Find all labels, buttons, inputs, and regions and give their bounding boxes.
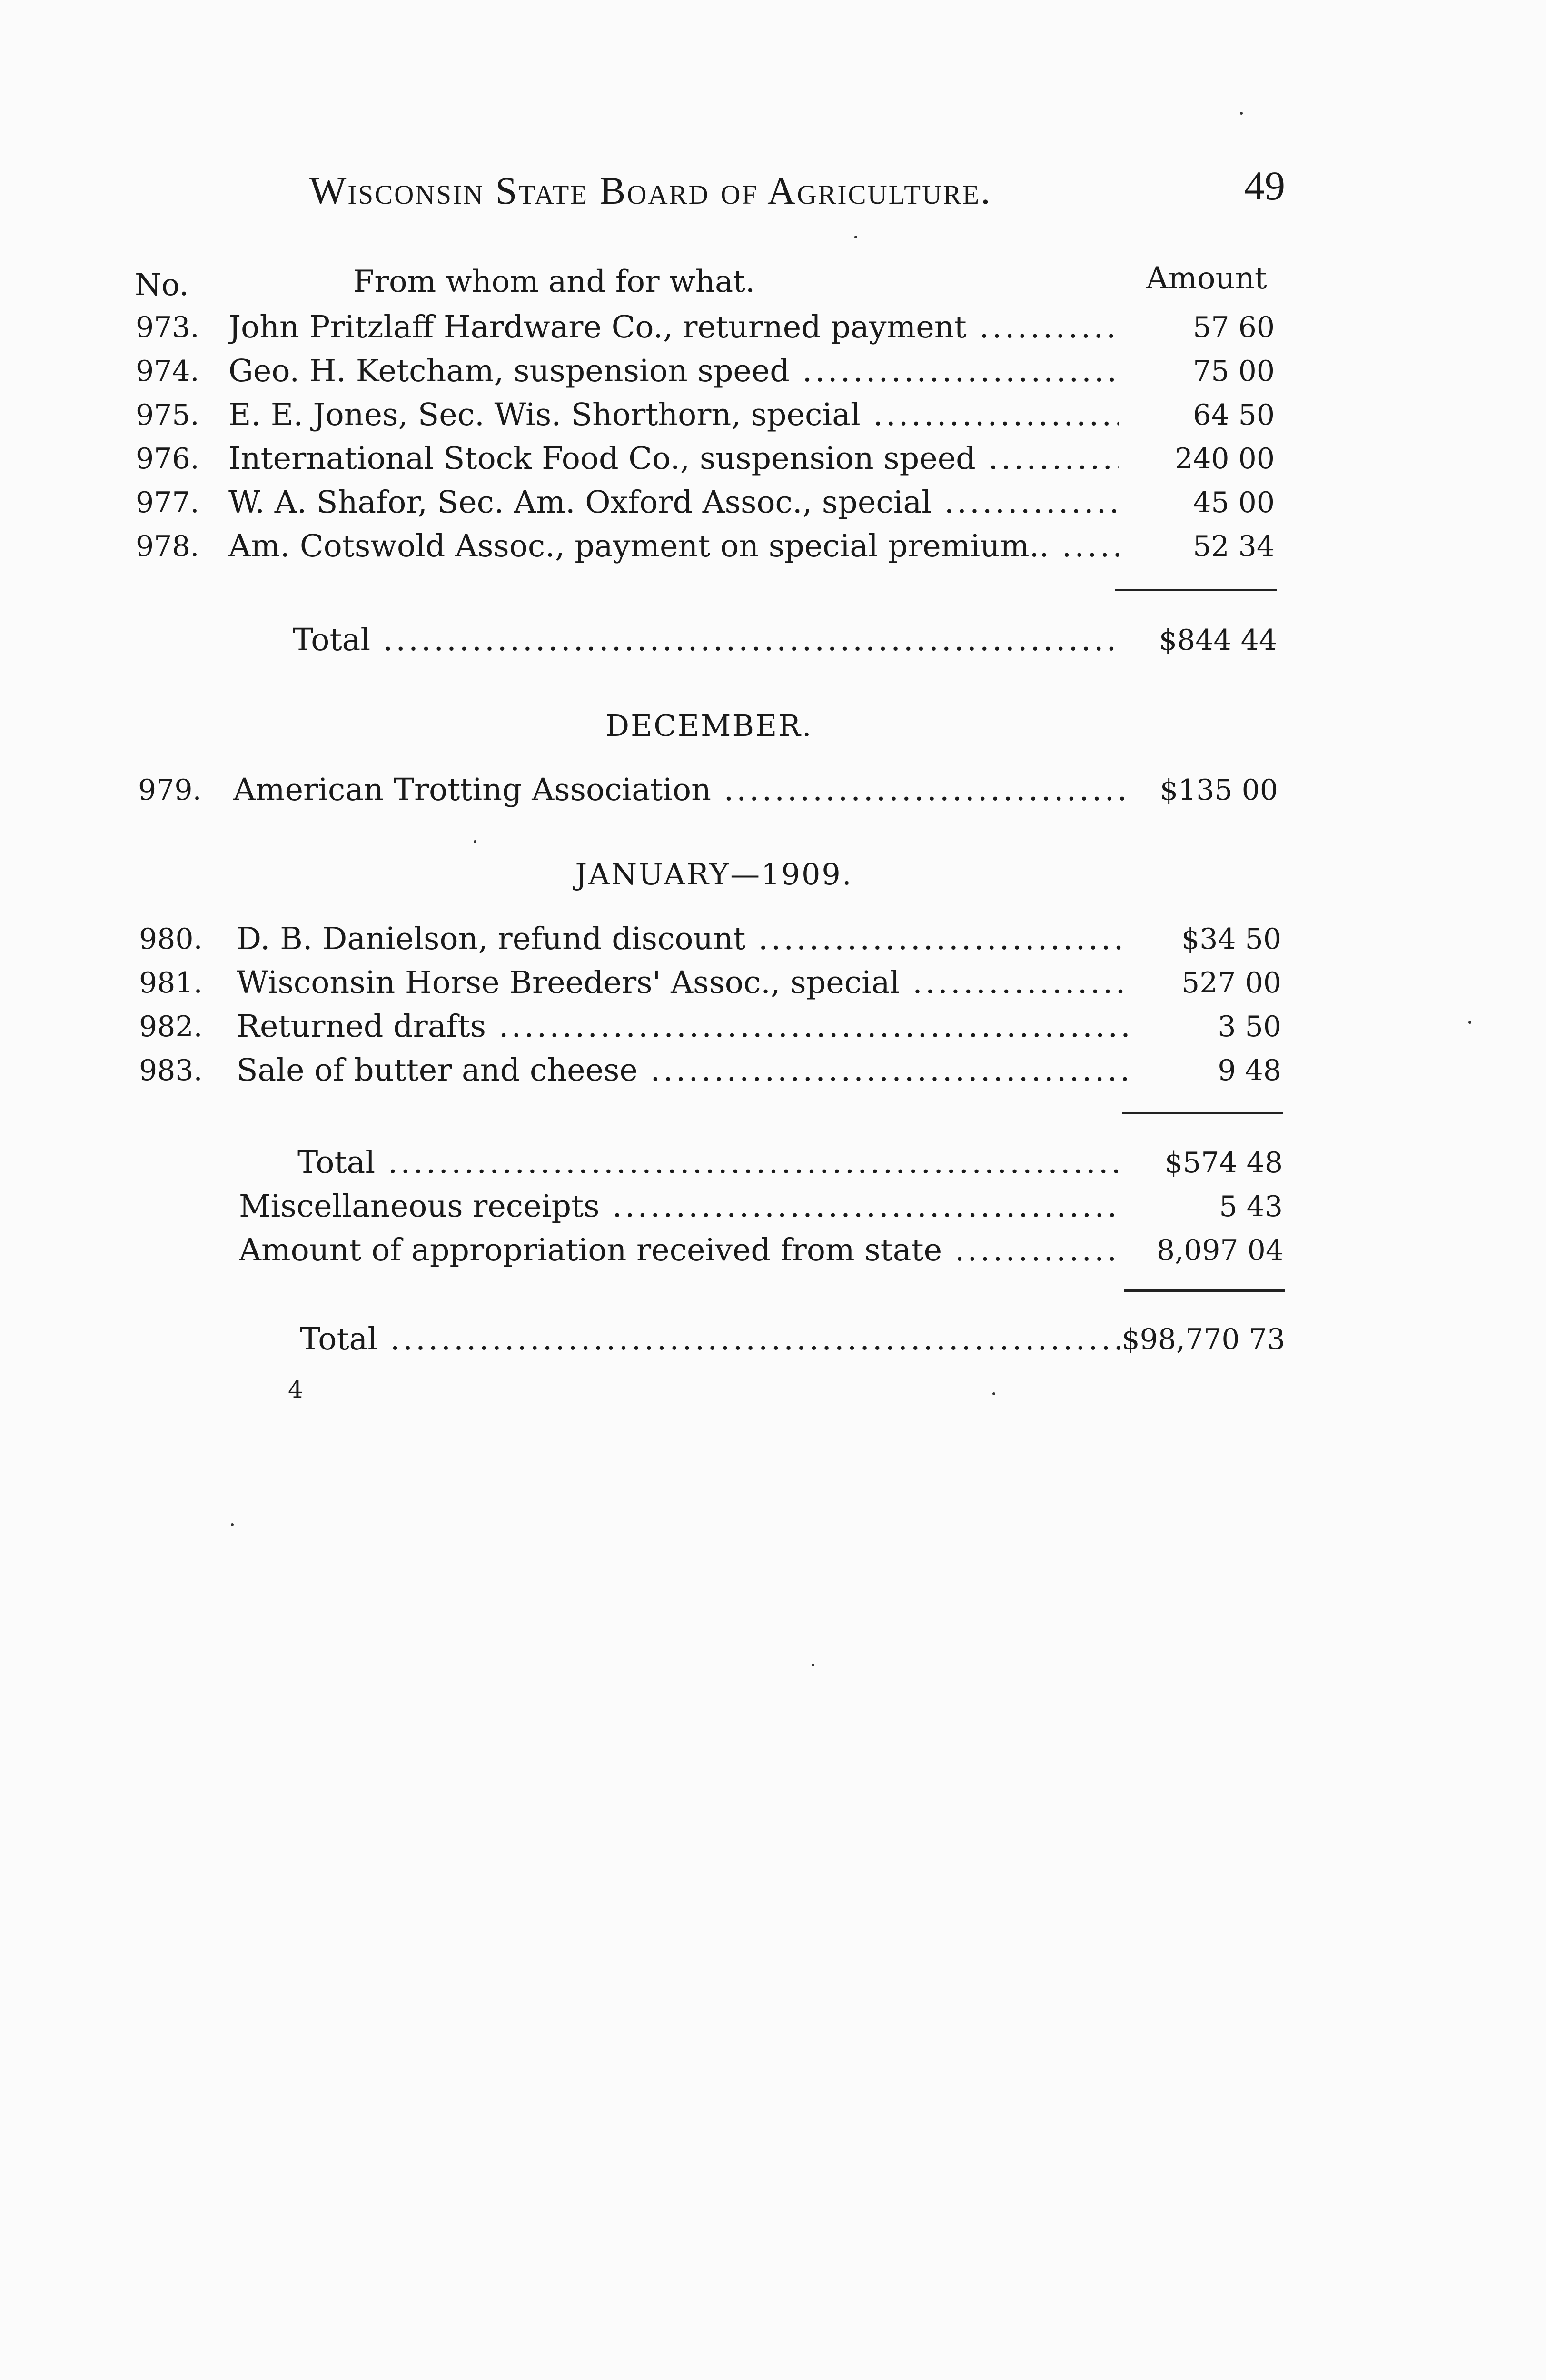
entry-amount: 3 50 xyxy=(1218,1010,1281,1043)
column-header-no: No. xyxy=(135,268,189,303)
ledger-row xyxy=(139,962,1281,1003)
total-amount: $844 44 xyxy=(1159,624,1277,657)
ledger-row xyxy=(136,351,1275,392)
entry-description: Wisconsin Horse Breeders' Assoc., special ..... xyxy=(237,962,1129,1003)
ledger-row xyxy=(136,395,1275,436)
total-label: Total ..... xyxy=(297,1142,1121,1183)
entry-number: 975. xyxy=(136,398,199,432)
entry-number: 974. xyxy=(136,355,199,388)
month-heading-january: JANUARY—1909. xyxy=(575,857,853,892)
entry-number: 982. xyxy=(139,1010,203,1043)
entry-number: 978. xyxy=(136,530,199,563)
ledger-row xyxy=(136,307,1275,348)
ledger-row xyxy=(139,919,1281,960)
scan-speck xyxy=(854,236,857,238)
entry-description: Returned drafts ..... xyxy=(237,1006,1129,1047)
appropriation-amount: 8,097 04 xyxy=(1156,1234,1284,1267)
total-row xyxy=(297,1142,1283,1183)
grand-total-amount: $98,770 73 xyxy=(1121,1323,1285,1356)
misc-amount: 5 43 xyxy=(1219,1190,1283,1223)
scan-speck xyxy=(231,1523,234,1526)
entry-description: John Pritzlaff Hardware Co., returned payment ..... xyxy=(228,307,1119,348)
entry-number: 981. xyxy=(139,966,203,1000)
entry-number: 983. xyxy=(139,1054,203,1087)
sum-rule xyxy=(1115,589,1277,591)
entry-description: D. B. Danielson, refund discount ..... xyxy=(237,919,1129,960)
entry-amount: 75 00 xyxy=(1193,355,1275,388)
total-row xyxy=(293,620,1277,661)
entry-number: 977. xyxy=(136,486,199,519)
scan-speck xyxy=(474,840,476,843)
running-head-title: Wisconsin State Board of Agriculture. xyxy=(309,169,992,212)
column-header-from: From whom and for what. xyxy=(353,264,755,299)
entry-description: Sale of butter and cheese ..... xyxy=(237,1050,1129,1091)
running-head xyxy=(309,162,1285,214)
appropriation-label: Amount of appropriation received from state ..... xyxy=(239,1230,1115,1271)
sum-rule xyxy=(1124,1289,1285,1292)
entry-amount: 57 60 xyxy=(1193,311,1275,344)
page-number: 49 xyxy=(1244,163,1285,208)
entry-amount: $135 00 xyxy=(1160,774,1278,807)
ledger-row xyxy=(138,770,1278,811)
column-header-amount: Amount xyxy=(1146,261,1267,296)
entry-number: 979. xyxy=(138,774,202,807)
entry-amount: 240 00 xyxy=(1175,442,1275,476)
entry-amount: 9 48 xyxy=(1218,1054,1281,1087)
entry-amount: 64 50 xyxy=(1193,398,1275,432)
month-heading-december: DECEMBER. xyxy=(605,708,813,743)
entry-description: American Trotting Association ..... xyxy=(233,770,1126,811)
total-label: Total ..... xyxy=(293,620,1114,661)
ledger-row xyxy=(136,482,1275,523)
entry-amount: 527 00 xyxy=(1181,966,1281,1000)
grand-total-row xyxy=(300,1319,1285,1360)
entry-description: Geo. H. Ketcham, suspension speed ..... xyxy=(228,351,1119,392)
signature-mark: 4 xyxy=(288,1376,303,1403)
entry-number: 973. xyxy=(136,311,199,344)
misc-row xyxy=(239,1186,1283,1227)
entry-amount: 45 00 xyxy=(1193,486,1275,519)
ledger-row xyxy=(136,526,1275,567)
entry-number: 976. xyxy=(136,442,199,476)
entry-description: E. E. Jones, Sec. Wis. Shorthorn, special ..... xyxy=(228,395,1119,436)
entry-description: International Stock Food Co., suspension speed ..... xyxy=(228,438,1119,479)
ledger-row xyxy=(139,1006,1281,1047)
scan-speck xyxy=(992,1392,995,1395)
total-amount: $574 48 xyxy=(1164,1146,1283,1180)
misc-label: Miscellaneous receipts ..... xyxy=(239,1186,1122,1227)
entry-amount: 52 34 xyxy=(1193,530,1275,563)
scan-speck xyxy=(812,1664,814,1666)
entry-number: 980. xyxy=(139,922,203,956)
grand-total-label: Total ..... xyxy=(300,1319,1128,1360)
scan-speck xyxy=(1468,1021,1471,1024)
ledger-row xyxy=(139,1050,1281,1091)
entry-description: W. A. Shafor, Sec. Am. Oxford Assoc., special ..... xyxy=(228,482,1119,523)
appropriation-row xyxy=(239,1230,1284,1271)
entry-amount: $34 50 xyxy=(1181,922,1281,956)
entry-description: Am. Cotswold Assoc., payment on special premium.. ..... xyxy=(228,526,1119,567)
ledger-row xyxy=(136,438,1275,479)
sum-rule xyxy=(1122,1112,1283,1114)
scan-speck xyxy=(1240,112,1243,115)
